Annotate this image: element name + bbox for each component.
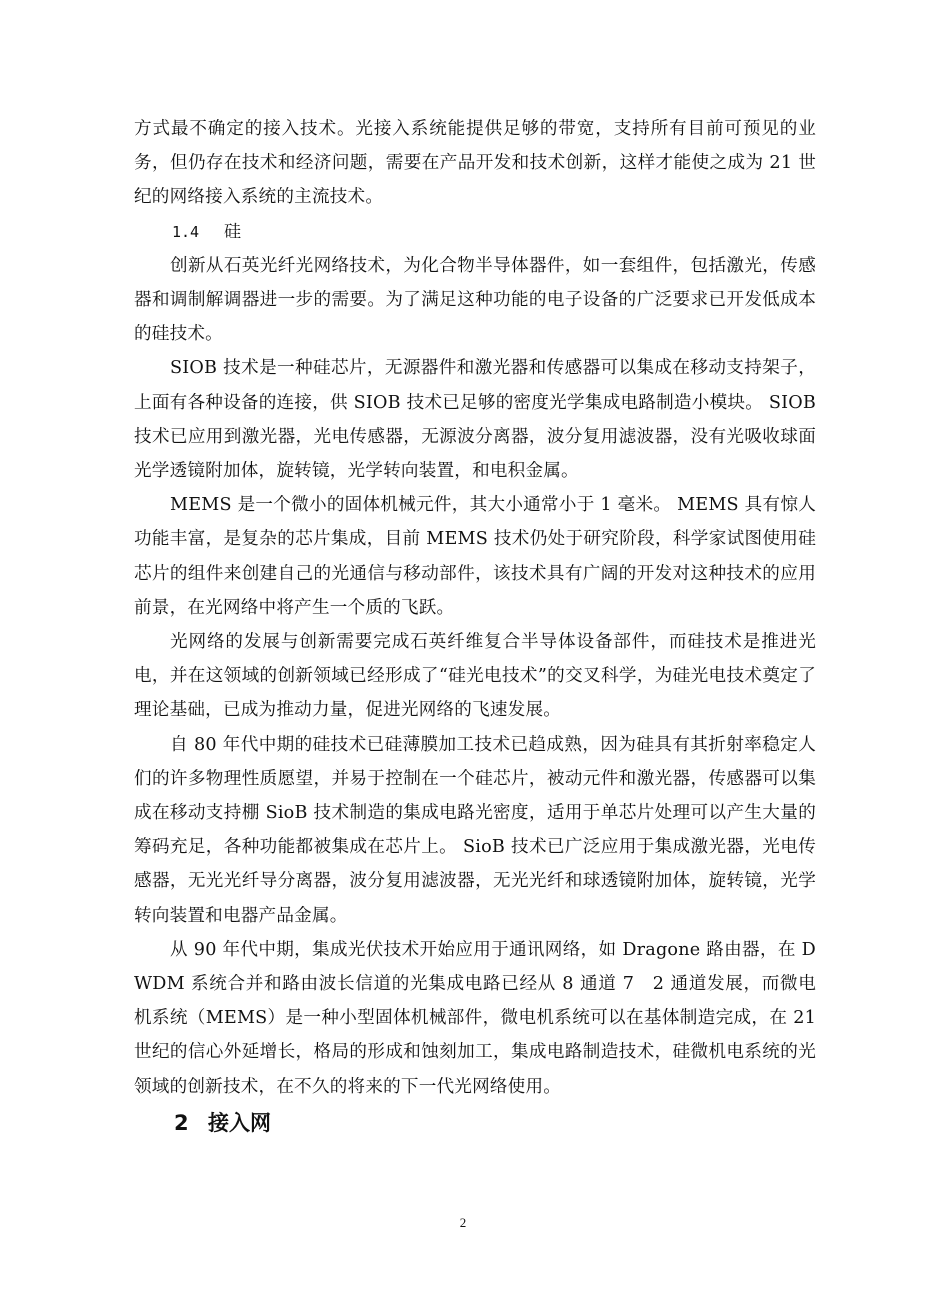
paragraph-silicon-tech: 自 80 年代中期的硅技术已硅薄膜加工技术已趋成熟，因为硅具有其折射率稳定人们的许多物理性质愿望，并易于控制在一个硅芯片，被动元件和激光器，传感器可以集成在移动支持棚 SioB 技术制造的集成电路光密度，适用于单芯片处理可以产生大量的筹码充足，各种功能都被集成在芯片上。 SioB 技术已广泛应用于集成激光器，光电传感器，无光光纤导分离器，波分复用滤波器，无光光纤和球透镜附加体，旋转镜，光学转向装置和电器产品金属。 [134,734,816,926]
section-number: 1.4 [172,222,200,241]
section-title: 硅 [224,221,241,242]
chapter-heading-2 [134,1106,816,1140]
page-content [134,112,816,1140]
paragraph-continued: 方式最不确定的接入技术。光接入系统能提供足够的带宽，支持所有目前可预见的业务，但仍存在技术和经济问题，需要在产品开发和技术创新，这样才能使之成为 21 世纪的网络接入系统的主流技术。 [134,119,816,208]
paragraph-optical-network: 光网络的发展与创新需要完成石英纤维复合半导体设备部件，而硅技术是推进光电，并在这领域的创新领域已经形成了“硅光电技术”的交叉科学，为硅光电技术奠定了理论基础，已成为推动力量，促进光网络的飞速发展。 [134,632,816,721]
paragraph-integrated-optics: 从 90 年代中期，集成光伏技术开始应用于通讯网络，如 Dragone 路由器，在 DWDM 系统合并和路由波长信道的光集成电路已经从 8 通道 7 2 通道发展，而微电机系统（MEMS）是一种小型固体机械部件，微电机系统可以在基体制造完成，在 21 世纪的信心外延增长，格局的形成和蚀刻加工，集成电路制造技术，硅微机电系统的光领域的创新技术，在不久的将来的下一代光网络使用。 [134,939,816,1097]
chapter-title: 接入网 [208,1110,271,1135]
paragraph-innovation: 创新从石英光纤光网络技术，为化合物半导体器件，如一套组件，包括激光，传感器和调制解调器进一步的需要。为了满足这种功能的电子设备的广泛要求已开发低成本的硅技术。 [134,255,816,345]
paragraph-siob: SIOB 技术是一种硅芯片，无源器件和激光器和传感器可以集成在移动支持架子，上面有各种设备的连接，供 SIOB 技术已足够的密度光学集成电路制造小模块。 SIOB 技术已应用到激光器，光电传感器，无源波分离器，波分复用滤波器，没有光吸收球面光学透镜附加体，旋转镜，光学转向装置，和电积金属。 [134,358,816,482]
page-number: 2 [459,1215,467,1230]
chapter-number: 2 [174,1110,189,1135]
paragraph-mems: MEMS 是一个微小的固体机械元件，其大小通常小于 1 毫米。 MEMS 具有惊人功能丰富，是复杂的芯片集成，目前 MEMS 技术仍处于研究阶段，科学家试图使用硅芯片的组件来创建自己的光通信与移动部件，该技术具有广阔的开发对这种技术的应用前景，在光网络中将产生一个质的飞跃。 [134,495,816,618]
section-heading-1-4 [134,215,816,249]
